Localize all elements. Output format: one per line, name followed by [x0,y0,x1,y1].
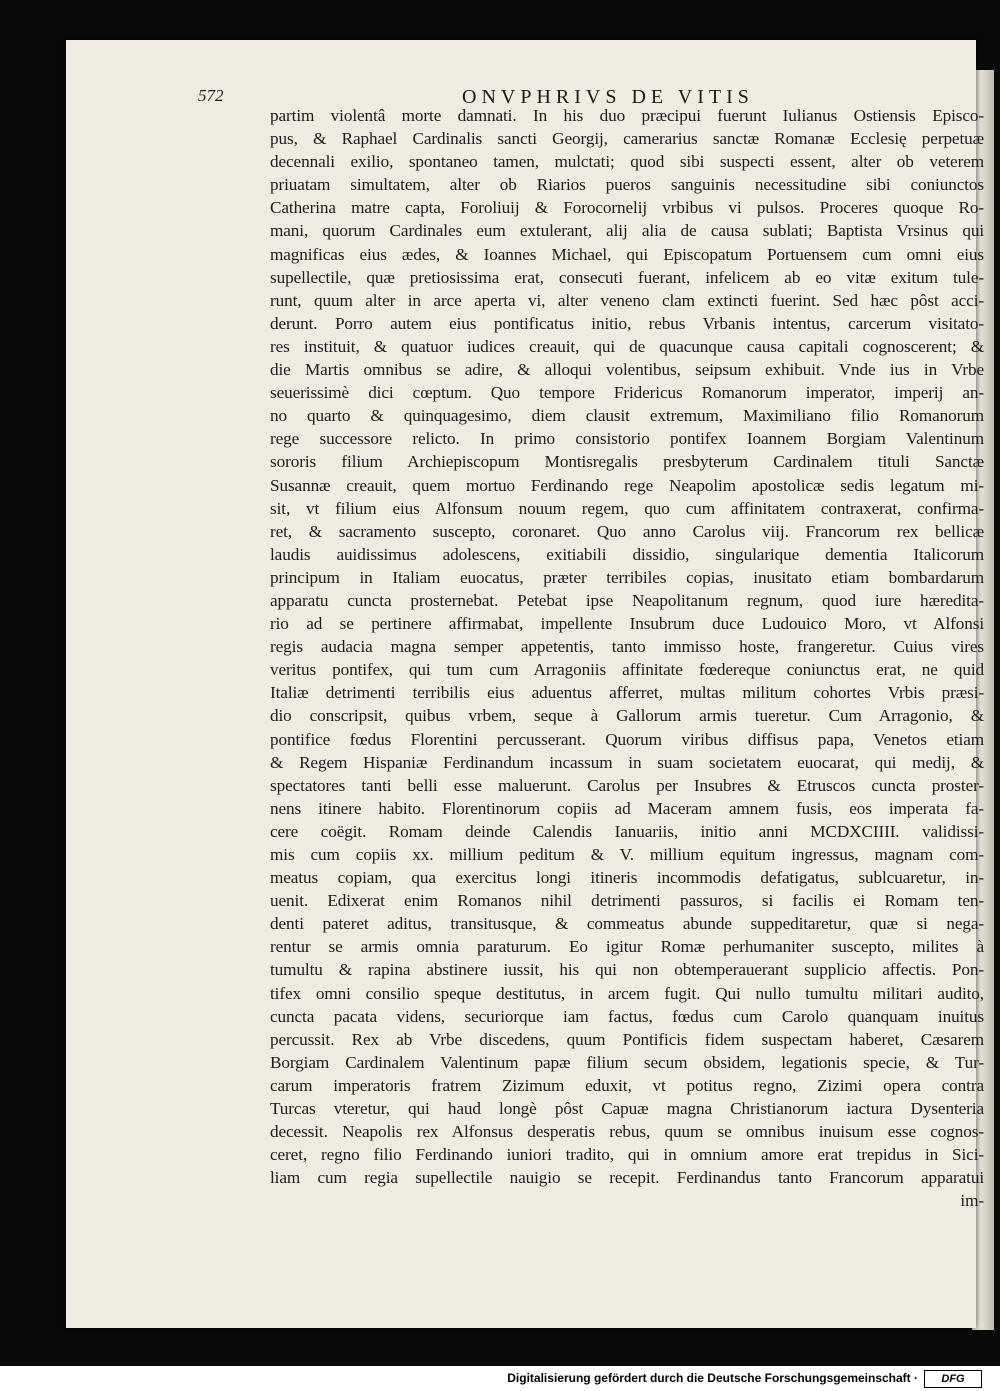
text-line: ceret, regno filio Ferdinando iuniori tradito, qui in omnium amore erat trepidus in Sici- [270,1145,984,1165]
dfg-logo: DFG [924,1370,982,1388]
page-number: 572 [198,86,224,105]
text-line: partim violentâ morte damnati. In his duo præcipui fuerunt Iulianus Ostiensis Episco- [270,106,984,125]
text-line: & Regem Hispaniæ Ferdinandum incassum in suam societatem euocarat, qui medij, & [270,752,984,772]
running-title: ONVPHRIVS DE VITIS [462,86,754,108]
footer-bar [0,1366,1000,1391]
text-line: percussit. Rex ab Vrbe discedens, quum Pontificis fidem suspectam haberet, Cæsarem [270,1029,984,1049]
text-line: priuatam simultatem, alter ob Riarios pueros sanguinis necessitudine sibi coniunctos [270,175,984,195]
text-line: spectatores tanti belli esse maluerunt. Carolus per Insubres & Etruscos cuncta proster- [270,775,984,795]
text-line: rentur se armis omnia paraturum. Eo igitur Romæ perhumaniter suscepto, milites à [270,937,984,957]
text-line: mani, quorum Cardinales eum extulerant, alij alia de causa sublati; Baptista Vrsinus qui [270,221,984,241]
text-line: supellectile, quæ pretiosissima erat, consecuti fuerant, infelicem ab eo vitæ exitum tule- [270,267,984,287]
body-text [270,104,984,1213]
text-line: no quarto & quinquagesimo, diem clausit extremum, Maximiliano filio Romanorum [270,406,984,426]
text-line: meatus copiam, qua exercitus longi itineris incommodis defatigatus, sublcuaretur, in- [270,868,984,888]
text-line: carum imperatoris fratrem Zizimum eduxit, vt potitus regno, Zizimi opera contra [270,1075,984,1095]
text-line: nens itinere habito. Florentinorum copiis ad Maceram amnem fusis, eos imperata fa- [270,798,984,818]
text-line: runt, quum alter in arce aperta vi, alter veneno clam extincti fuerint. Sed hæc pôst acci- [270,290,984,310]
text-line: Catherina matre capta, Foroliuij & Forocornelij vrbibus vi pulsos. Proceres quoque Ro- [270,198,984,218]
text-line: magnificas eius ædes, & Ioannes Michael, qui Episcopatum Portuensem cum omni eius [270,244,984,264]
text-line: laudis auidissimus adolescens, exitiabili dissidio, singularique dementia Italicorum [270,544,984,564]
text-line: pontifice fœdus Florentini percusserant. Quorum viribus diffisus papa, Venetos etiam [270,729,984,749]
text-line: seuerissimè dici cœptum. Quo tempore Fridericus Romanorum imperator, imperij an- [270,383,984,403]
text-line: denti pateret aditus, transitusque, & commeatus abunde suppeditaretur, quæ si nega- [270,914,984,934]
text-line: Borgiam Cardinalem Valentinum papæ filium secum obsidem, legationis specie, & Tur- [270,1052,984,1072]
text-line: regis audacia magna semper appetentis, tanto immisso hoste, frangeretur. Cuius vires [270,637,984,657]
text-line: im- [960,1191,984,1211]
text-line: die Martis omnibus se adire, & alloqui volentibus, seipsum exhibuit. Vnde ius in Vrbe [270,360,984,380]
text-line: cere coëgit. Romam deinde Calendis Ianuariis, initio anni MCDXCIIII. validissi- [270,821,984,841]
text-line: principum in Italiam euocatus, præter terribiles copias, inusitato etiam bombardarum [270,567,984,587]
text-line: sororis filium Archiepiscopum Montisregalis presbyterum Cardinalem tituli Sanctæ [270,452,984,472]
text-line: decessit. Neapolis rex Alfonsus desperatis rebus, quum se omnibus inuisum esse cognos- [270,1122,984,1142]
text-line: rio ad se pertinere affirmabat, impellente Insubrum duce Ludouico Moro, vt Alfonsi [270,614,984,634]
text-line: decennali exilio, spontaneo tamen, mulctati; quod sibi suspecti essent, alter ob veterem [270,152,984,172]
text-line: res instituit, & quatuor iudices creauit, qui de quacunque causa capitali cognoscerent; & [270,336,984,356]
text-line: veritus pontifex, qui tum cum Arragoniis affinitate fœdereque coniunctus erat, ne quid [270,660,984,680]
text-line: liam cum regia supellectile nauigio se recepit. Ferdinandus tanto Francorum apparatui [270,1168,984,1188]
text-line: mis cum copiis xx. millium peditum & V. millium equitum ingressus, magnam com- [270,845,984,864]
text-line: Turcas vteretur, qui haud longè pôst Capuæ magna Christianorum iactura Dysenteria [270,1099,984,1119]
text-line: rege successore relicto. In primo consistorio pontifex Ioannem Borgiam Valentinum [270,429,984,449]
footer-credit: Digitalisierung gefördert durch die Deutsche Forschungsgemeinschaft · [507,1371,918,1385]
text-line: tifex omni consilio speque destitutus, in arcem fugit. Qui nullo tumultu militari audito, [270,983,984,1003]
text-line: dio conscripsit, quibus vrbem, seque à Gallorum armis tueretur. Cum Arragonio, & [270,706,984,726]
text-line: derunt. Porro autem eius pontificatus initio, rebus Vrbanis intentus, carcerum visitato- [270,313,984,333]
text-line: sit, vt filium eius Alfonsum nouum regem, quo cum affinitatem contraxerat, confirma- [270,498,984,518]
text-line: apparatu cuncta prosternebat. Petebat ipse Neapolitanum regnum, quod iure hæredita- [270,590,984,610]
text-line: ret, & sacramento suscepto, coronaret. Quo anno Carolus viij. Francorum rex bellicæ [270,521,984,541]
text-line: uenit. Edixerat enim Romanos nihil detrimenti passuros, si facilis ei Romam ten- [270,891,984,911]
text-line: Susannæ creauit, quem mortuo Ferdinando rege Neapolim apostolicæ sedis legatum mi- [270,475,984,495]
text-line: pus, & Raphael Cardinalis sancti Georgij, camerarius sanctæ Romanæ Ecclesię perpetuæ [270,129,984,149]
text-line: tumultu & rapina abstinere iussit, his qui non obtemperauerant supplicio affectis. Pon- [270,960,984,980]
text-line: Italiæ detrimenti terribilis eius aduentus afferret, multas militum cohortes Vrbis præsi- [270,683,984,703]
text-line: cuncta pacata videns, securiorque iam factus, fœdus cum Carolo quanquam inuitus [270,1006,984,1026]
